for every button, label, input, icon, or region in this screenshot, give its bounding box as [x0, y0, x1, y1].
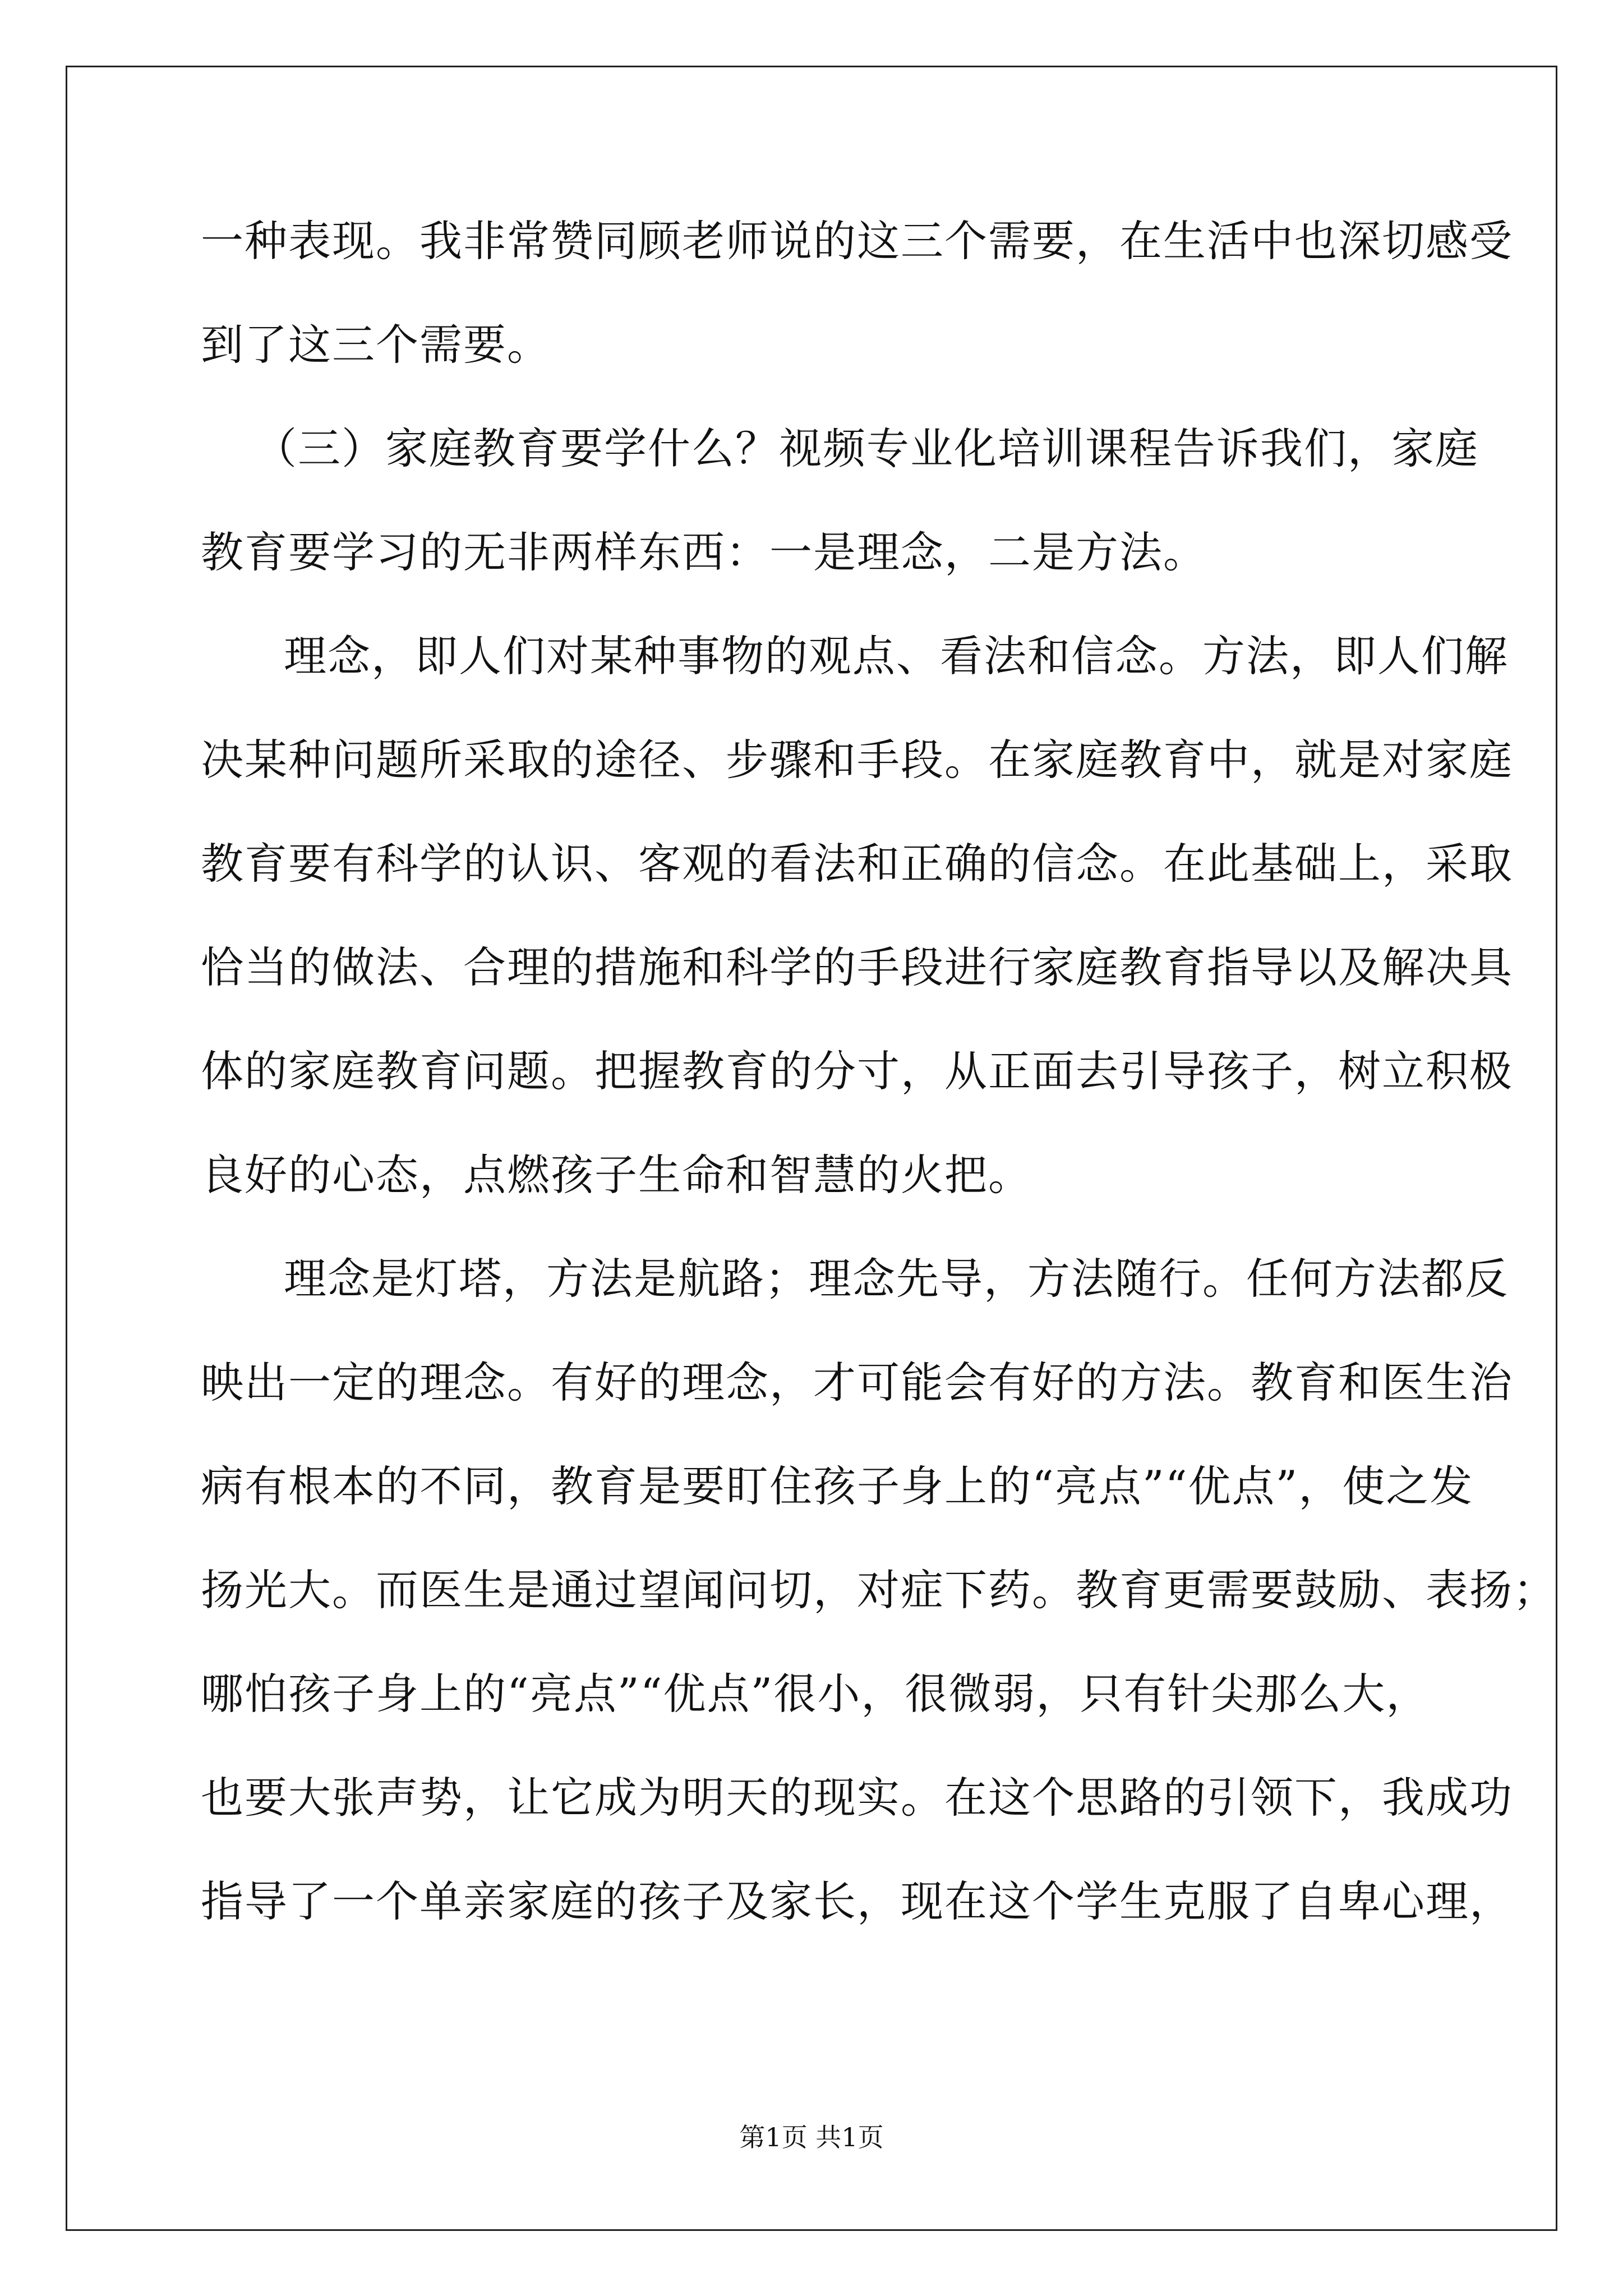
- text-line: 决某种问题所采取的途径、步骤和手段。在家庭教育中，就是对家庭: [201, 735, 1513, 785]
- text-line: 到了这三个需要。: [201, 320, 551, 370]
- text-line: 理念，即人们对某种事物的观点、看法和信念。方法，即人们解: [284, 631, 1509, 681]
- text-line: 映出一定的理念。有好的理念，才可能会有好的方法。教育和医生治: [201, 1358, 1513, 1407]
- page-footer: 第1页 共1页: [739, 2122, 884, 2152]
- text-line: （三）家庭教育要学什么？视频专业化培训课程告诉我们，家庭: [254, 424, 1479, 473]
- text-line: 教育要学习的无非两样东西：一是理念，二是方法。: [201, 527, 1207, 577]
- text-line: 良好的心态，点燃孩子生命和智慧的火把。: [201, 1150, 1032, 1200]
- text-line: 扬光大。而医生是通过望闻问切，对症下药。教育更需要鼓励、表扬；: [201, 1565, 1557, 1615]
- text-line: 指导了一个单亲家庭的孩子及家长，现在这个学生克服了自卑心理，: [201, 1876, 1513, 1926]
- text-line: 理念是灯塔，方法是航路；理念先导，方法随行。任何方法都反: [284, 1254, 1509, 1304]
- text-line: 教育要有科学的认识、客观的看法和正确的信念。在此基础上，采取: [201, 839, 1513, 889]
- text-line: 也要大张声势，让它成为明天的现实。在这个思路的引领下，我成功: [201, 1773, 1513, 1823]
- text-line: 恰当的做法、合理的措施和科学的手段进行家庭教育指导以及解决具: [201, 942, 1513, 992]
- text-line: 哪怕孩子身上的“亮点”“优点”很小，很微弱，只有针尖那么大，: [201, 1669, 1430, 1719]
- text-line: 体的家庭教育问题。把握教育的分寸，从正面去引导孩子，树立积极: [201, 1046, 1513, 1096]
- text-line: 一种表现。我非常赞同顾老师说的这三个需要，在生活中也深切感受: [201, 216, 1513, 266]
- text-line: 病有根本的不同，教育是要盯住孩子身上的“亮点”“优点”，使之发: [201, 1461, 1474, 1511]
